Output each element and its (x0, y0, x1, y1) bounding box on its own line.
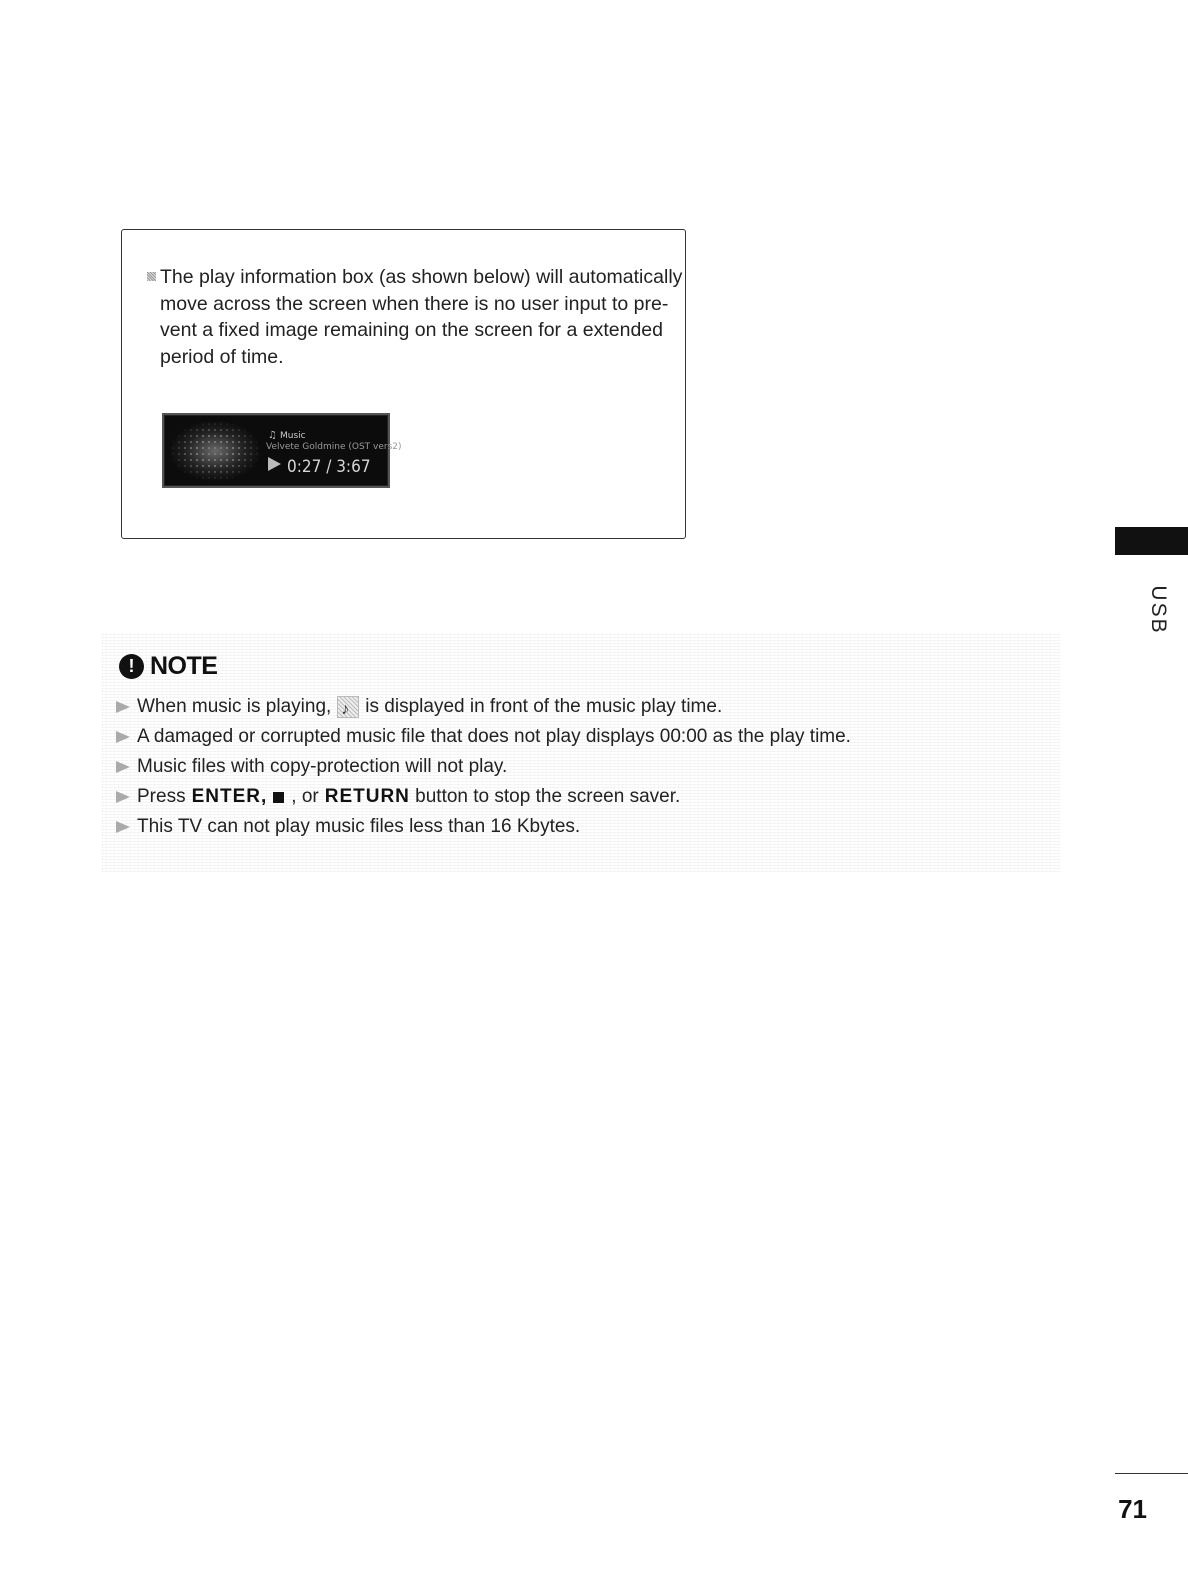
note-item-text: When music is playing, (137, 696, 332, 717)
music-icon: ♫ (268, 430, 277, 441)
note-item-text: , or (291, 786, 319, 807)
arrow-bullet-icon (116, 731, 130, 743)
music-file-icon (337, 696, 359, 718)
info-box-paragraph: The play information box (as shown below) will automatically move across the screen when there is no user input to pre-vent a fixed image remaining on the screen for a extended period of time. (160, 266, 683, 368)
note-item (116, 752, 851, 782)
note-heading (119, 652, 217, 681)
return-button-label: RETURN (324, 786, 410, 807)
info-box (121, 229, 686, 539)
play-info-box (162, 413, 402, 488)
player-category-label: Music (279, 431, 306, 441)
note-item-text: is displayed in front of the music play time. (365, 696, 723, 717)
album-art (170, 421, 260, 481)
enter-button-label: ENTER, (191, 786, 268, 807)
note-list (116, 692, 851, 842)
arrow-bullet-icon (116, 701, 130, 713)
info-box-text (147, 264, 685, 370)
player-time-value: 0:27 / 3:67 (287, 457, 371, 477)
arrow-bullet-icon (116, 821, 130, 833)
stop-icon (273, 792, 284, 803)
note-item (116, 782, 851, 812)
player-track-title: Velvete Goldmine (OST vers2) (266, 442, 402, 452)
note-item-text: Press (137, 786, 186, 807)
note-item (116, 722, 851, 752)
section-tab-marker (1115, 527, 1188, 555)
exclamation-icon: ! (119, 654, 144, 679)
square-bullet-icon (147, 272, 156, 281)
section-tab-label: USB (1147, 585, 1170, 635)
note-section (102, 632, 1060, 872)
note-item (116, 692, 851, 722)
player-time (268, 457, 371, 477)
player-category (268, 430, 306, 441)
note-item-text: This TV can not play music files less than 16 Kbytes. (137, 816, 581, 837)
note-item (116, 812, 851, 842)
note-item-text: Music files with copy-protection will not play. (137, 756, 508, 777)
arrow-bullet-icon (116, 761, 130, 773)
note-item-text: button to stop the screen saver. (415, 786, 681, 807)
footer-rule (1115, 1473, 1188, 1474)
play-icon (268, 457, 281, 471)
note-item-text: A damaged or corrupted music file that does not play displays 00:00 as the play time. (137, 726, 851, 747)
note-title: NOTE (150, 652, 218, 680)
page-number: 71 (1118, 1494, 1147, 1524)
arrow-bullet-icon (116, 791, 130, 803)
